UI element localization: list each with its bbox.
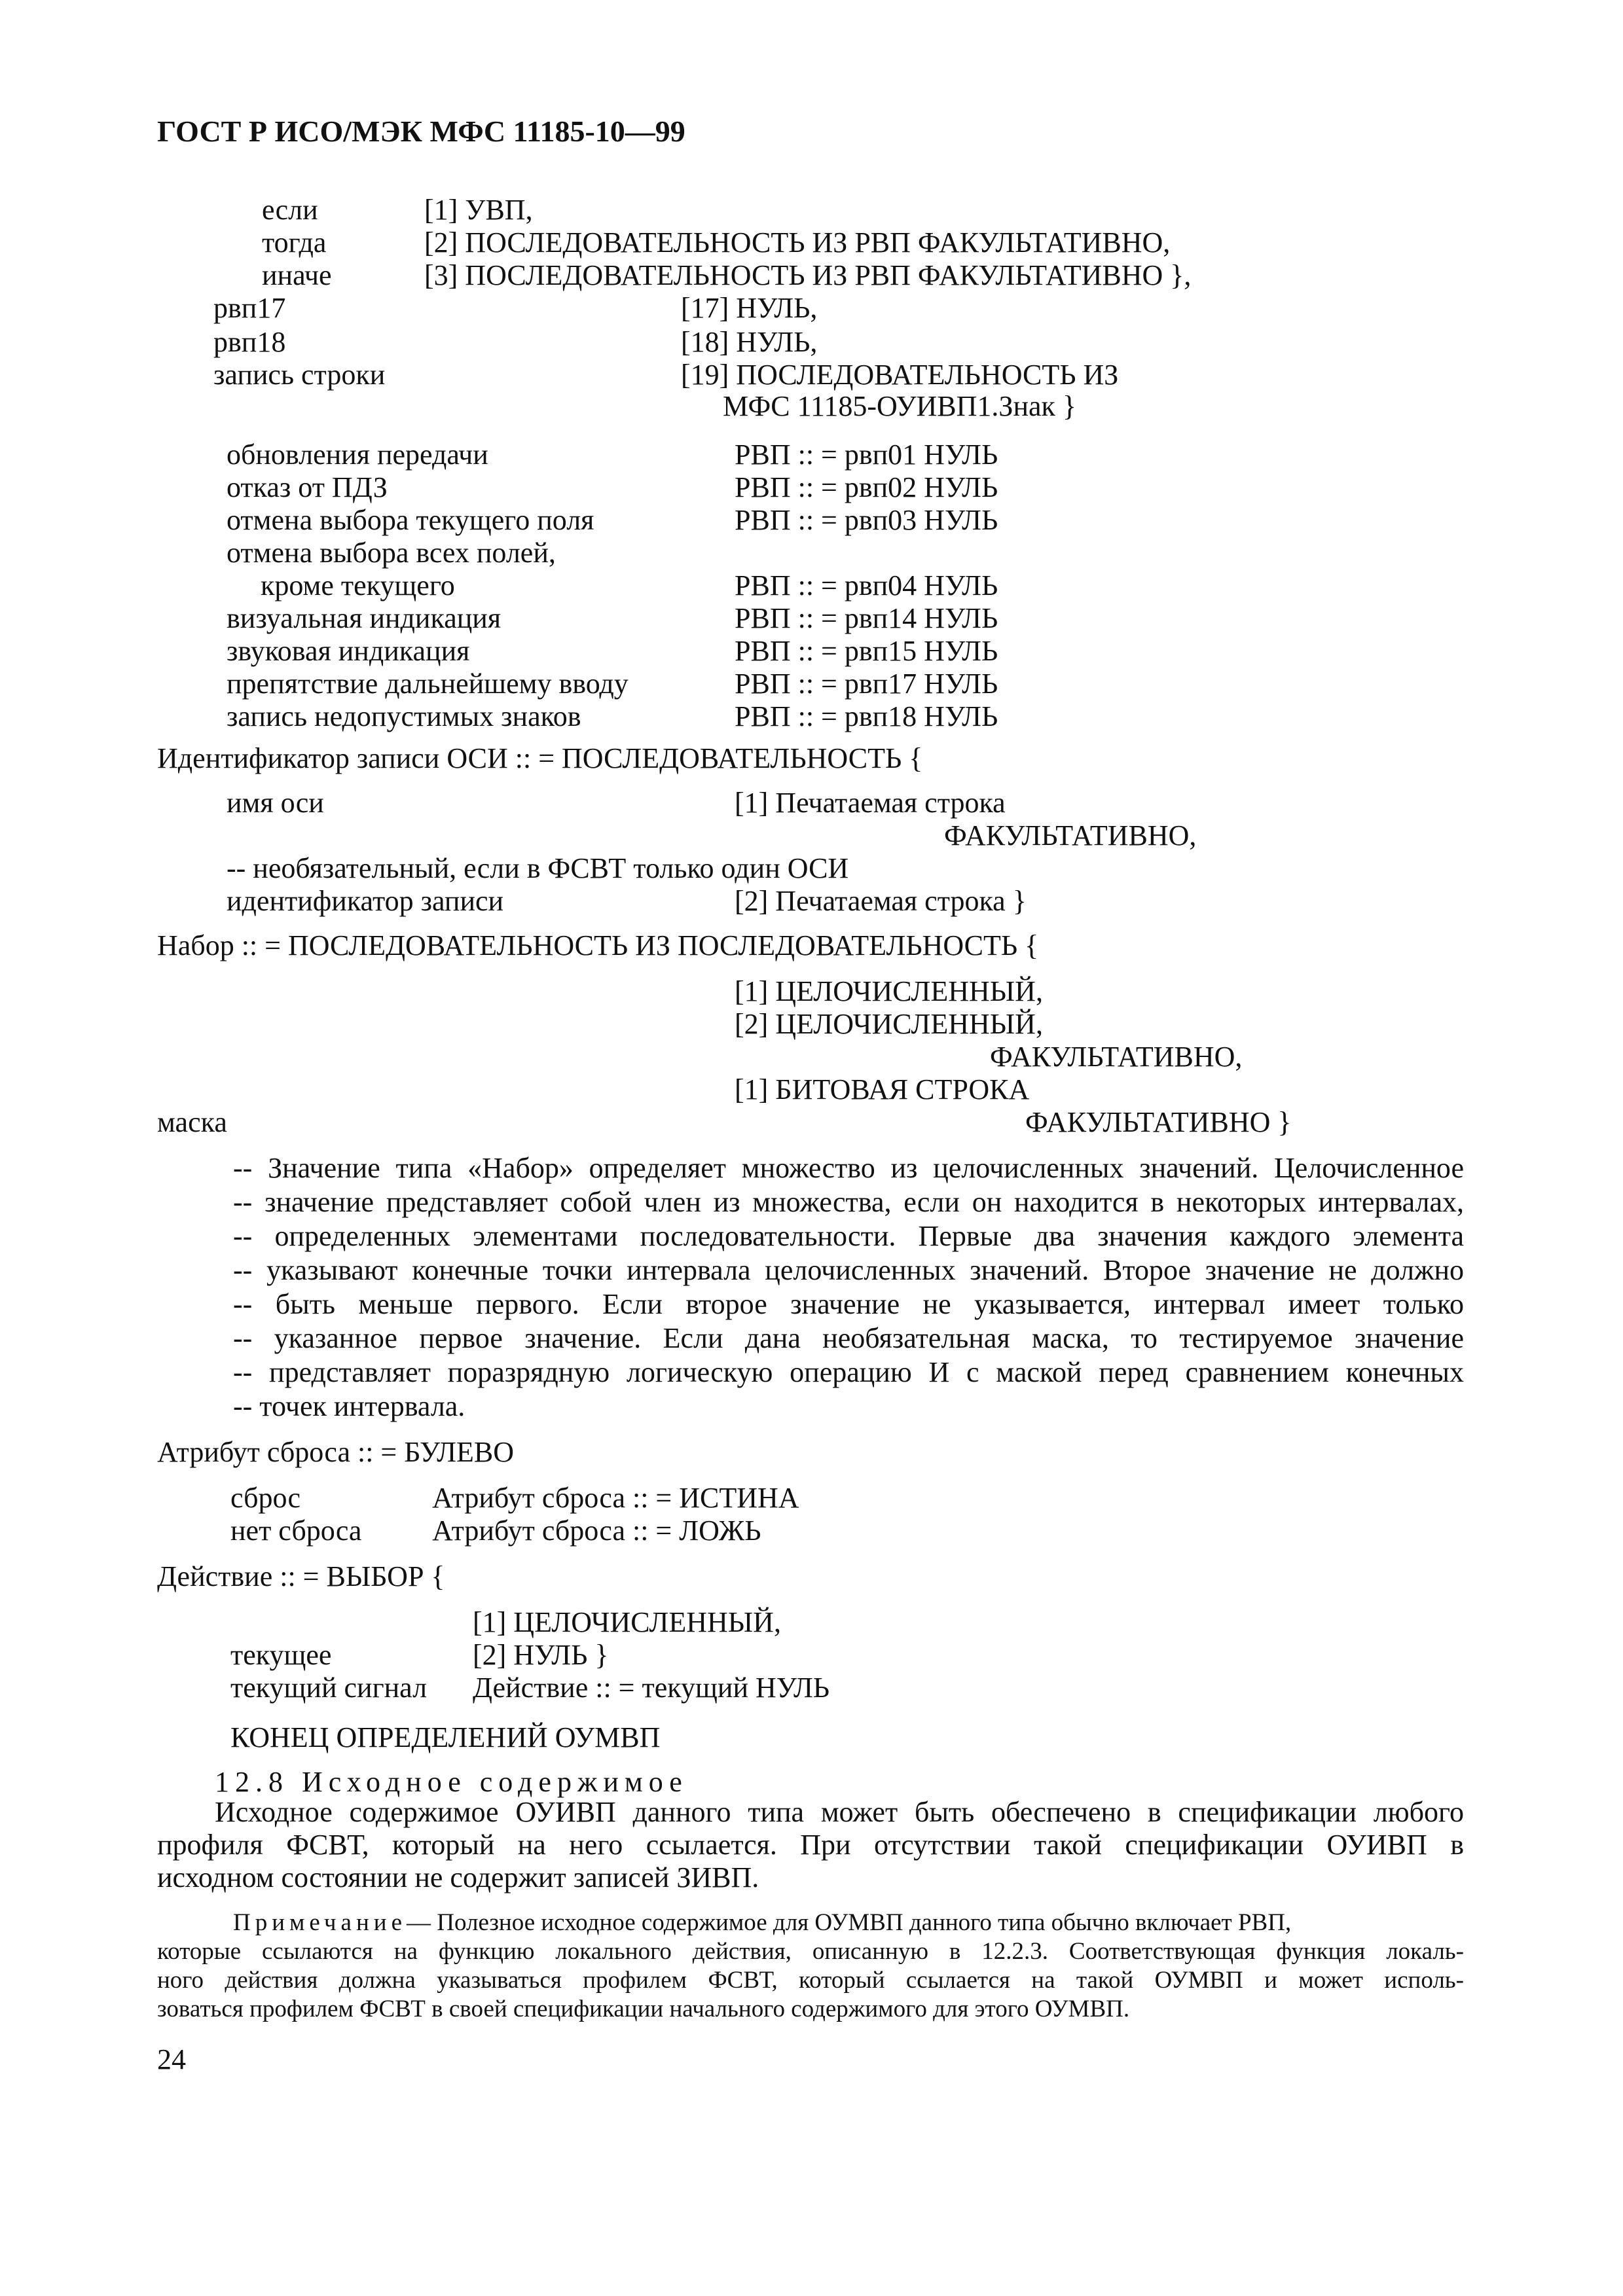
osi-name-label: имя оси — [227, 787, 324, 819]
osi-heading: Идентификатор записи ОСИ :: = ПОСЛЕДОВАТЕЛЬНОСТЬ { — [157, 742, 923, 774]
def-label: отмена выбора всех полей, — [227, 537, 556, 569]
note-heading: Примечание — [233, 1909, 407, 1936]
end-definitions: КОНЕЦ ОПРЕДЕЛЕНИЙ ОУМВП — [230, 1721, 661, 1753]
osi-id-label: идентификатор записи — [227, 885, 504, 917]
action-current-label: текущее — [230, 1639, 332, 1671]
section-para-line: исходном состоянии не содержит записей ЗИВП. — [157, 1861, 759, 1893]
comment-line: -- Значение типа «Набор» определяет множество из целочисленных значений. Целочисленное — [233, 1152, 1464, 1184]
action-signal-label: текущий сигнал — [230, 1672, 428, 1704]
comment-line: -- значение представляет собой член из множества, если он находится в некоторых интервалах, — [233, 1186, 1464, 1218]
nabor-heading: Набор :: = ПОСЛЕДОВАТЕЛЬНОСТЬ ИЗ ПОСЛЕДОВАТЕЛЬНОСТЬ { — [157, 929, 1039, 961]
section-para-line: Исходное содержимое ОУИВП данного типа может быть обеспечено в спецификации любого — [215, 1796, 1464, 1828]
osi-comment: -- необязательный, если в ФСВТ только один ОСИ — [227, 852, 849, 884]
action-line: [1] ЦЕЛОЧИСЛЕННЫЙ, — [473, 1606, 781, 1638]
def-value: РВП :: = рвп04 НУЛЬ — [735, 569, 998, 601]
code-label: тогда — [262, 226, 327, 259]
section-title: 12.8 Исходное содержимое — [215, 1766, 688, 1798]
comment-line: -- представляет поразрядную логическую операцию И с маской перед сравнением конечных — [233, 1356, 1464, 1388]
def-value: РВП :: = рвп14 НУЛЬ — [735, 602, 998, 634]
def-value: РВП :: = рвп03 НУЛЬ — [735, 504, 998, 536]
comment-line: -- указывают конечные точки интервала целочисленных значений. Второе значение не должно — [233, 1254, 1464, 1286]
def-label: звуковая индикация — [227, 635, 470, 667]
code-value: [1] УВП, — [424, 194, 533, 226]
code-value: [17] НУЛЬ, — [681, 292, 818, 324]
def-value: РВП :: = рвп02 НУЛЬ — [735, 471, 998, 503]
def-value: РВП :: = рвп01 НУЛЬ — [735, 439, 998, 471]
def-label: визуальная индикация — [227, 602, 501, 634]
code-label: рвп18 — [213, 326, 286, 358]
osi-name-value: [1] Печатаемая строка — [735, 787, 1006, 819]
code-label: если — [262, 194, 318, 226]
def-value: РВП :: = рвп17 НУЛЬ — [735, 668, 998, 700]
reset-heading: Атрибут сброса :: = БУЛЕВО — [157, 1436, 514, 1468]
comment-line: -- точек интервала. — [233, 1390, 465, 1422]
note-first-line — [233, 1909, 1464, 1937]
code-value-cont: МФС 11185-ОУИВП1.Знак } — [723, 390, 1077, 422]
def-label: препятствие дальнейшему вводу — [227, 668, 629, 700]
action-signal-value: Действие :: = текущий НУЛЬ — [473, 1672, 830, 1704]
def-label: отказ от ПДЗ — [227, 471, 388, 503]
nabor-line: ФАКУЛЬТАТИВНО } — [1025, 1106, 1292, 1138]
def-label: обновления передачи — [227, 439, 488, 471]
def-label: запись недопустимых знаков — [227, 700, 581, 732]
code-label: запись строки — [213, 359, 386, 391]
nabor-line: [2] ЦЕЛОЧИСЛЕННЫЙ, — [735, 1008, 1043, 1040]
code-label: рвп17 — [213, 292, 286, 324]
note-text: — Полезное исходное содержимое для ОУМВП данного типа обычно включает РВП, — [407, 1909, 1292, 1936]
page-number: 24 — [157, 2043, 186, 2075]
nabor-line: ФАКУЛЬТАТИВНО, — [990, 1041, 1243, 1073]
code-value: [18] НУЛЬ, — [681, 326, 818, 358]
section-para-line: профиля ФСВТ, который на него ссылается. При отсутствии такой спецификации ОУИВП в — [157, 1829, 1464, 1861]
def-label: отмена выбора текущего поля — [227, 504, 594, 536]
def-label: кроме текущего — [261, 569, 455, 601]
action-current-value: [2] НУЛЬ } — [473, 1639, 609, 1671]
document-header: ГОСТ Р ИСО/МЭК МФС 11185-10—99 — [157, 115, 685, 148]
osi-id-value: [2] Печатаемая строка } — [735, 885, 1027, 917]
code-value: [2] ПОСЛЕДОВАТЕЛЬНОСТЬ ИЗ РВП ФАКУЛЬТАТИВНО, — [424, 226, 1171, 259]
reset-value: Атрибут сброса :: = ИСТИНА — [432, 1482, 799, 1514]
reset-value: Атрибут сброса :: = ЛОЖЬ — [432, 1515, 761, 1547]
nabor-line: [1] БИТОВАЯ СТРОКА — [735, 1073, 1030, 1105]
osi-name-value-cont: ФАКУЛЬТАТИВНО, — [944, 819, 1197, 852]
code-value: [19] ПОСЛЕДОВАТЕЛЬНОСТЬ ИЗ — [681, 359, 1119, 391]
code-label: иначе — [262, 259, 332, 291]
reset-label: нет сброса — [230, 1515, 362, 1547]
comment-line: -- быть меньше первого. Если второе значение не указывается, интервал имеет только — [233, 1288, 1464, 1320]
def-value: РВП :: = рвп15 НУЛЬ — [735, 635, 998, 667]
reset-label: сброс — [230, 1482, 301, 1514]
comment-line: -- определенных элементами последовательности. Первые два значения каждого элемента — [233, 1220, 1464, 1252]
comment-line: -- указанное первое значение. Если дана необязательная маска, то тестируемое значение — [233, 1322, 1464, 1354]
note-line: ного действия должна указываться профилем ФСВТ, который ссылается на такой ОУМВП и может исполь- — [157, 1967, 1464, 1994]
nabor-line: [1] ЦЕЛОЧИСЛЕННЫЙ, — [735, 975, 1043, 1007]
nabor-mask-label: маска — [157, 1106, 227, 1138]
code-value: [3] ПОСЛЕДОВАТЕЛЬНОСТЬ ИЗ РВП ФАКУЛЬТАТИВНО }, — [424, 259, 1192, 291]
def-value: РВП :: = рвп18 НУЛЬ — [735, 700, 998, 732]
note-line: которые ссылаются на функцию локального действия, описанную в 12.2.3. Соответствующая функция локаль- — [157, 1938, 1464, 1965]
note-line: зоваться профилем ФСВТ в своей спецификации начального содержимого для этого ОУМВП. — [157, 1996, 1130, 2022]
action-heading: Действие :: = ВЫБОР { — [157, 1560, 445, 1592]
